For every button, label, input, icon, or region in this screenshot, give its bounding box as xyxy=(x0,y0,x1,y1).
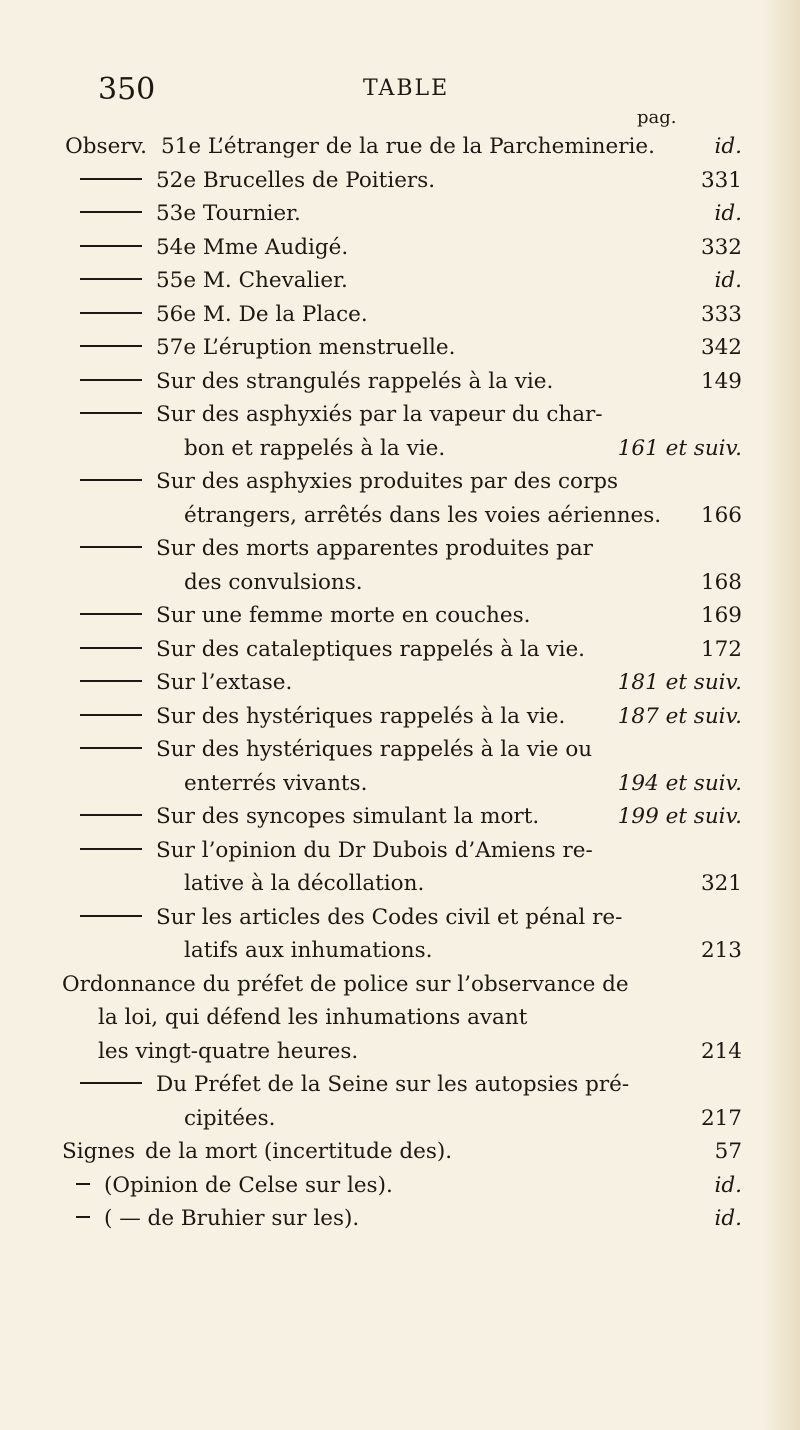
ditto-dash xyxy=(80,613,142,615)
entry-page: 169 xyxy=(700,603,742,628)
ditto-dash xyxy=(80,714,142,716)
entry-page: 172 xyxy=(700,636,742,662)
entry-lead: Signes xyxy=(62,1139,135,1164)
entry-text: 51e L’étranger de la rue de la Parcheminerie. xyxy=(161,134,655,159)
entry-page: id. xyxy=(714,268,742,293)
entry-continuation: bon et rappelés à la vie. xyxy=(184,435,446,461)
entry-page: id. xyxy=(714,134,742,159)
entry-page: 342 xyxy=(700,335,742,360)
entry-text: Sur l’opinion du Dr Dubois d’Amiens re- xyxy=(156,837,593,863)
entry-text: (Opinion de Celse sur les). xyxy=(104,1172,393,1198)
entry-page: 181 et suiv. xyxy=(617,670,742,695)
entry-text: 56e M. De la Place. xyxy=(156,301,368,327)
entry-page: 333 xyxy=(700,301,742,327)
entry-page: 213 xyxy=(700,938,742,963)
entry-page: 149 xyxy=(700,368,742,394)
entry-text: 52e Brucelles de Poitiers. xyxy=(156,167,436,193)
page-number: 350 xyxy=(98,72,156,107)
ditto-dash xyxy=(80,1082,142,1084)
ditto-dash xyxy=(80,546,142,548)
index-entry xyxy=(62,231,742,265)
entry-page: id. xyxy=(714,201,742,226)
entry-page: 168 xyxy=(700,569,742,595)
entry-page: 217 xyxy=(700,1105,742,1131)
entry-text: Sur des asphyxiés par la vapeur du char- xyxy=(156,402,603,427)
index-entry xyxy=(62,901,742,968)
prefet-entry xyxy=(62,1068,742,1135)
page-header xyxy=(98,72,658,112)
entry-page: 161 et suiv. xyxy=(617,435,742,461)
entry-text: Sur l’extase. xyxy=(156,670,293,695)
entry-continuation: les vingt-quatre heures. xyxy=(98,1038,359,1064)
signes-subentry xyxy=(62,1202,742,1236)
entry-text: Ordonnance du préfet de police sur l’observance de xyxy=(62,971,629,997)
signes-entry xyxy=(62,1135,742,1169)
entry-text: Sur des asphyxies produites par des corps xyxy=(156,469,619,494)
index-entries xyxy=(62,130,742,1236)
index-entry xyxy=(62,666,742,700)
entry-text: Sur des cataleptiques rappelés à la vie. xyxy=(156,636,586,662)
ditto-dash xyxy=(80,178,142,180)
index-entry xyxy=(62,834,742,901)
entry-text: 57e L’éruption menstruelle. xyxy=(156,335,456,360)
index-entry xyxy=(62,532,742,599)
ditto-dash xyxy=(80,245,142,247)
page-edge-shadow xyxy=(762,0,800,1430)
entry-page: 331 xyxy=(700,167,742,193)
ditto-dash xyxy=(80,747,142,749)
running-title: TABLE xyxy=(363,76,450,101)
entry-text: Sur des syncopes simulant la mort. xyxy=(156,804,540,829)
index-entry xyxy=(62,700,742,734)
index-entry xyxy=(62,331,742,365)
index-entry xyxy=(62,800,742,834)
entry-page: 199 et suiv. xyxy=(617,804,742,829)
ditto-dash xyxy=(80,211,142,213)
index-entry xyxy=(62,365,742,399)
entry-continuation: latifs aux inhumations. xyxy=(184,938,433,963)
index-entry xyxy=(62,398,742,465)
entry-page: id. xyxy=(714,1206,742,1231)
ditto-dash xyxy=(80,915,142,917)
index-entry xyxy=(62,197,742,231)
entry-page: 321 xyxy=(700,871,742,896)
entry-page: 187 et suiv. xyxy=(617,703,742,729)
entry-text: 53e Tournier. xyxy=(156,201,301,226)
index-entry xyxy=(62,465,742,532)
entry-text: Sur des hystériques rappelés à la vie ou xyxy=(156,737,593,762)
ditto-dash xyxy=(80,379,142,381)
index-entry xyxy=(62,264,742,298)
ditto-dash xyxy=(76,1216,90,1218)
index-entry xyxy=(62,599,742,633)
entry-page: 194 et suiv. xyxy=(617,770,742,796)
index-entry xyxy=(62,164,742,198)
ditto-dash xyxy=(80,814,142,816)
entry-text: ( — de Bruhier sur les). xyxy=(104,1206,360,1231)
entry-text: 55e M. Chevalier. xyxy=(156,268,348,293)
ditto-dash xyxy=(80,647,142,649)
entry-page: id. xyxy=(714,1172,742,1198)
entry-page: 166 xyxy=(700,502,742,528)
entry-text: Sur une femme morte en couches. xyxy=(156,603,531,628)
entry-continuation: étrangers, arrêtés dans les voies aériennes. xyxy=(184,502,662,528)
entry-text: 54e Mme Audigé. xyxy=(156,234,349,260)
entry-text: Du Préfet de la Seine sur les autopsies pré- xyxy=(156,1072,630,1097)
index-entry xyxy=(62,298,742,332)
signes-subentry xyxy=(62,1169,742,1203)
entry-text: Sur des hystériques rappelés à la vie. xyxy=(156,703,566,729)
entry-continuation: la loi, qui défend les inhumations avant xyxy=(98,1005,528,1030)
entry-page: 214 xyxy=(700,1038,742,1064)
ordonnance-entry xyxy=(62,968,742,1069)
entry-text: Sur des strangulés rappelés à la vie. xyxy=(156,368,554,394)
entry-lead: Observ. xyxy=(65,134,147,159)
entry-text: Sur les articles des Codes civil et pénal re- xyxy=(156,904,623,930)
entry-continuation: lative à la décollation. xyxy=(184,871,425,896)
entry-page: 57 xyxy=(714,1139,742,1164)
ditto-dash xyxy=(80,312,142,314)
index-entry xyxy=(62,130,742,164)
pag-column-label: pag. xyxy=(637,107,677,128)
entry-continuation: des convulsions. xyxy=(184,569,363,595)
entry-page: 332 xyxy=(700,234,742,260)
index-entry xyxy=(62,633,742,667)
ditto-dash xyxy=(80,680,142,682)
entry-text: Sur des morts apparentes produites par xyxy=(156,536,593,561)
ditto-dash xyxy=(76,1183,90,1185)
ditto-dash xyxy=(80,412,142,414)
entry-text: de la mort (incertitude des). xyxy=(144,1139,453,1164)
ditto-dash xyxy=(80,479,142,481)
entry-continuation: enterrés vivants. xyxy=(184,770,368,796)
index-entry xyxy=(62,733,742,800)
ditto-dash xyxy=(80,345,142,347)
ditto-dash xyxy=(80,278,142,280)
ditto-dash xyxy=(80,848,142,850)
entry-continuation: cipitées. xyxy=(184,1105,276,1131)
